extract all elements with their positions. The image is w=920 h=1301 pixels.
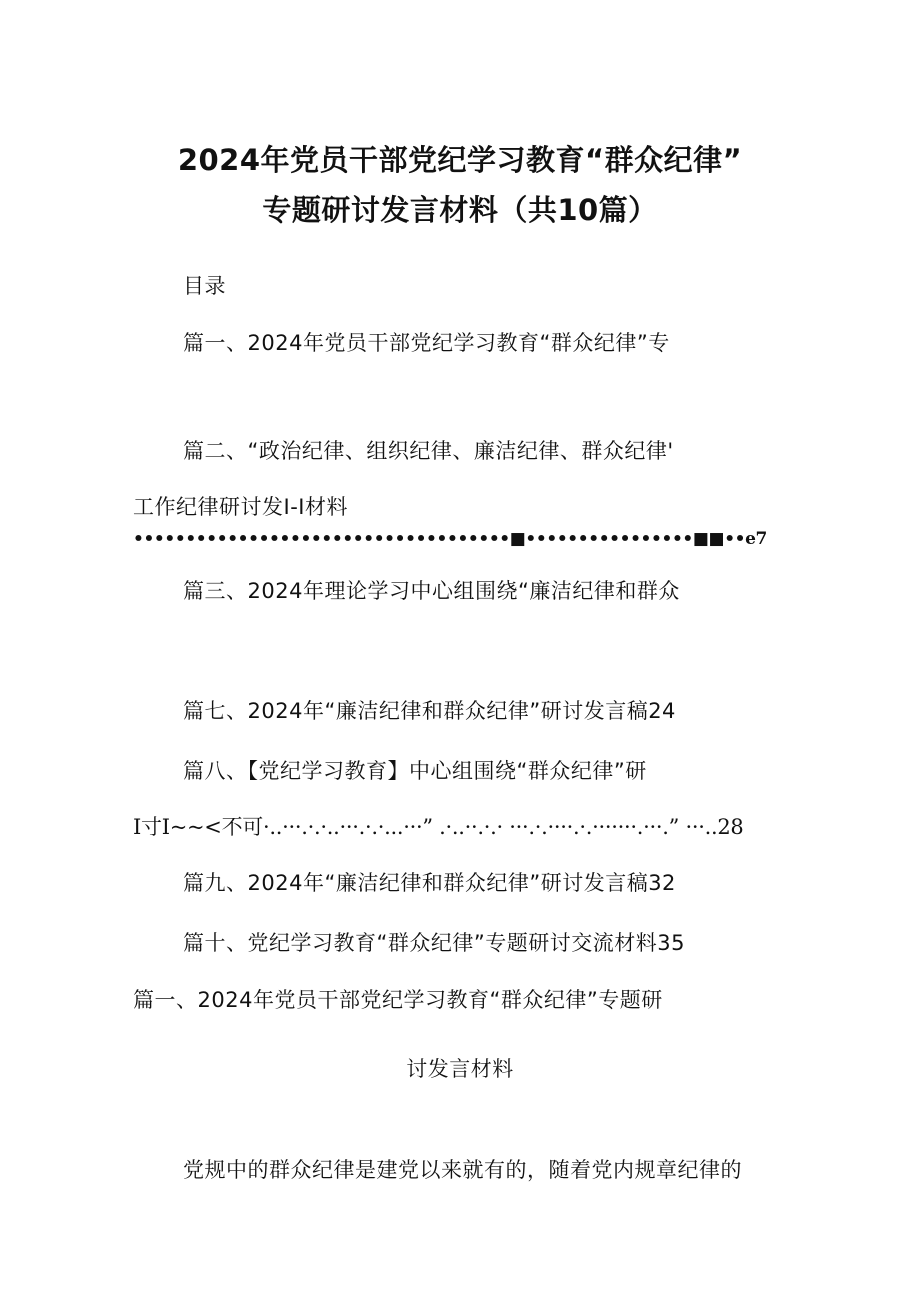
toc-entry-10: 篇十、党纪学习教育“群众纪律”专题研讨交流材料35 [183, 931, 685, 955]
toc-entry-1: 篇一、2024年党员干部党纪学习教育“群众纪律”专 [183, 331, 670, 355]
toc-heading: 目录 [183, 274, 226, 298]
toc-entry-2-continuation: 工作纪律研讨发I-I材料 [133, 495, 348, 519]
document-title-line-2: 专题研讨发言材料（共10篇） [262, 193, 658, 227]
toc-entry-8-leader: I寸I~~<不可·..···.·.·..···.·.·...···” .·..··.·.· ···.·.····.·.·······.···.” ···..28 [133, 815, 744, 839]
toc-entry-3: 篇三、2024年理论学习中心组围绕“廉洁纪律和群众 [183, 579, 680, 603]
toc-entry-2: 篇二、“政治纪律、组织纪律、廉洁纪律、群众纪律' [183, 439, 674, 463]
section-title-line-1: 篇一、2024年党员干部党纪学习教育“群众纪律”专题研 [133, 988, 663, 1012]
section-title-line-2: 讨发言材料 [406, 1057, 514, 1081]
toc-entry-7: 篇七、2024年“廉洁纪律和群众纪律”研讨发言稿24 [183, 699, 676, 723]
document-title-line-1: 2024年党员干部党纪学习教育“群众纪律” [177, 143, 743, 177]
toc-entry-8: 篇八、【党纪学习教育】中心组围绕“群众纪律”研 [183, 759, 647, 783]
body-paragraph: 党规中的群众纪律是建党以来就有的，随着党内规章纪律的 [183, 1158, 742, 1182]
toc-entry-2-leader: ••••••••••••••••••••••••••••••••••••■••••••••••••••••■■••e7 [133, 529, 767, 549]
toc-entry-9: 篇九、2024年“廉洁纪律和群众纪律”研讨发言稿32 [183, 871, 676, 895]
